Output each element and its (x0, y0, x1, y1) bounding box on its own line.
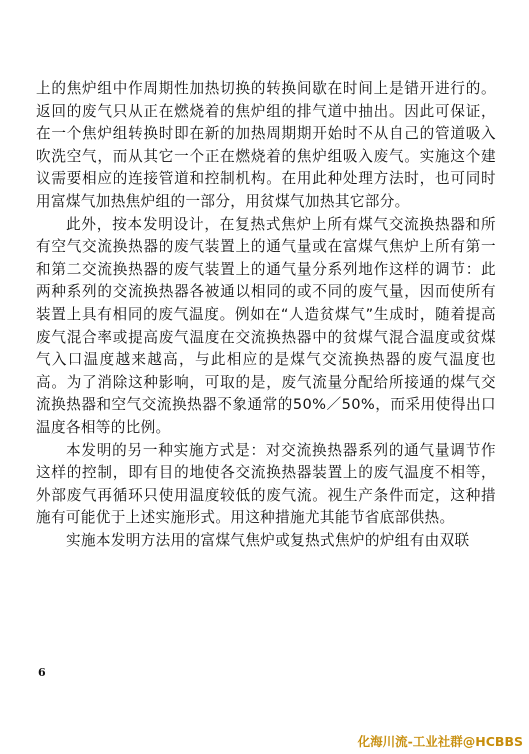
paragraph-continuation: 上的焦炉组中作周期性加热切换的转换间歇在时间上是错开进行的。返回的废气只从正在燃烧着的焦炉组的排气道中抽出。因此可保证，在一个焦炉组转换时即在新的加热周期期开始时不从自己的管道吸入吹洗空气，而从其它一个正在燃烧着的焦炉组吸入废气。实施这个建议需要相应的连接管道和控制机构。在用此种处理方法时，也可同时用富煤气加热焦炉组的一部分，用贫煤气加热其它部分。 (36, 80, 496, 210)
watermark: 化海川流-工业社群@HCBBS (357, 734, 523, 749)
paragraph-oven-battery: 实施本发明方法用的富煤气焦炉或复热式焦炉的炉组有由双联 (66, 531, 470, 549)
page-body (36, 78, 496, 552)
paragraph-alternative-embodiment: 本发明的另一种实施方式是：对交流换热器系列的通气量调节作这样的控制，即有目的地使各交流换热器装置上的废气温度不相等，外部废气再循环只使用温度较低的废气流。视生产条件而定，这种措施有可能优于上述实施形式。用这种措施尤其能节省底部供热。 (36, 441, 496, 527)
page-number: 6 (38, 666, 46, 679)
paragraph-additional-design: 此外，按本发明设计，在复热式焦炉上所有煤气交流换热器和所有空气交流换热器的废气装置上的通气量或在富煤气焦炉上所有第一和第二交流换热器的废气装置上的通气量分系列地作这样的调节：此两种系列的交流换热器各被通以相同的或不同的废气量，因而使所有装置上具有相同的废气温度。例如在“人造贫煤气”生成时，随着提高废气混合率或提高废气温度在交流换热器中的贫煤气混合温度或贫煤气入口温度越来越高，与此相应的是煤气交流换热器的废气温度也高。为了消除这种影响，可取的是，废气流量分配给所接通的煤气交流换热器和空气交流换热器不象通常的50%／50%，而采用使得出口温度各相等的比例。 (36, 215, 496, 436)
